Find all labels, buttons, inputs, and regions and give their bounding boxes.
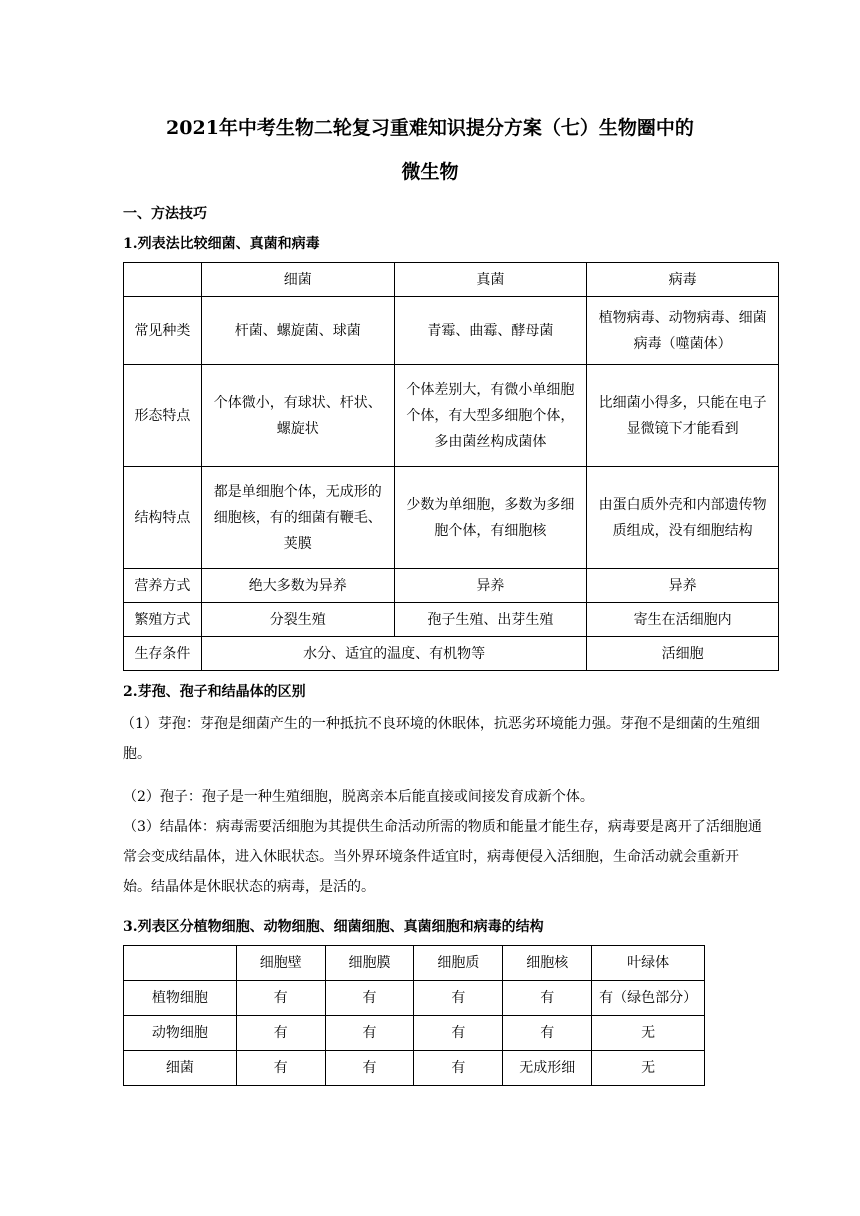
table-cell: 有 — [414, 1051, 503, 1086]
table-cell: 个体微小，有球状、杆状、螺旋状 — [201, 365, 394, 467]
page-title-line1: 2021年中考生物二轮复习重难知识提分方案（七）生物圈中的 — [166, 117, 694, 139]
table-cell: 青霉、曲霉、酵母菌 — [394, 297, 587, 365]
table-cell: 无 — [592, 1051, 705, 1086]
row-label: 营养方式 — [124, 569, 202, 603]
table-cell: 杆菌、螺旋菌、球菌 — [201, 297, 394, 365]
section-heading: 一、方法技巧 — [123, 206, 207, 222]
table-row — [124, 569, 779, 603]
table-row — [124, 603, 779, 637]
table-cell: 有 — [503, 1016, 592, 1051]
table-cell: 有 — [236, 1051, 325, 1086]
table-header-row — [124, 263, 779, 297]
table-cell: 都是单细胞个体，无成形的细胞核，有的细菌有鞭毛、荚膜 — [201, 467, 394, 569]
paragraph-crystal: （3）结晶体：病毒需要活细胞为其提供生命活动所需的物质和能量才能生存，病毒要是离开了活细胞通常会变成结晶体，进入休眠状态。当外界环境条件适宜时，病毒便侵入活细胞，生命活动就会重新开始。结晶体是休眠状态的病毒，是活的。 — [123, 819, 762, 895]
table-header-cell: 叶绿体 — [592, 946, 705, 981]
table-row — [124, 1016, 705, 1051]
row-label: 常见种类 — [124, 297, 202, 365]
subheading-1: 1.列表法比较细菌、真菌和病毒 — [123, 236, 320, 252]
row-label: 细菌 — [124, 1051, 237, 1086]
table-header-cell: 细胞核 — [503, 946, 592, 981]
table-cell: 有 — [414, 981, 503, 1016]
table-cell: 植物病毒、动物病毒、细菌病毒（噬菌体） — [587, 297, 779, 365]
table-row — [124, 297, 779, 365]
table-cell: 个体差别大，有微小单细胞个体，有大型多细胞个体，多由菌丝构成菌体 — [394, 365, 587, 467]
row-label: 生存条件 — [124, 637, 202, 671]
table-cell: 异养 — [394, 569, 587, 603]
table-header-cell: 细菌 — [201, 263, 394, 297]
table-cell: 水分、适宜的温度、有机物等 — [201, 637, 586, 671]
table-cell: 分裂生殖 — [201, 603, 394, 637]
table-cell: 有 — [503, 981, 592, 1016]
subheading-3: 3.列表区分植物细胞、动物细胞、细菌细胞、真菌细胞和病毒的结构 — [123, 919, 544, 935]
table-row — [124, 467, 779, 569]
table-cell: 有（绿色部分） — [592, 981, 705, 1016]
table-row — [124, 1051, 705, 1086]
row-label: 动物细胞 — [124, 1016, 237, 1051]
table-header-cell: 细胞膜 — [325, 946, 414, 981]
table-cell: 由蛋白质外壳和内部遗传物质组成，没有细胞结构 — [587, 467, 779, 569]
table-row — [124, 981, 705, 1016]
table-header-row — [124, 946, 705, 981]
table-cell: 有 — [236, 1016, 325, 1051]
table-cell: 异养 — [587, 569, 779, 603]
table-cell — [124, 946, 237, 981]
paragraph-spore-2: （2）孢子：孢子是一种生殖细胞，脱离亲本后能直接或间接发育成新个体。 — [123, 789, 594, 805]
table-cell: 无 — [592, 1016, 705, 1051]
row-label: 形态特点 — [124, 365, 202, 467]
page-title-line2: 微生物 — [401, 161, 459, 183]
table-header-cell: 细胞壁 — [236, 946, 325, 981]
table-cell: 有 — [414, 1016, 503, 1051]
table-cell — [124, 263, 202, 297]
table-row — [124, 365, 779, 467]
table-cell: 少数为单细胞，多数为多细胞个体，有细胞核 — [394, 467, 587, 569]
table-cell: 寄生在活细胞内 — [587, 603, 779, 637]
table-cell: 无成形细 — [503, 1051, 592, 1086]
table-cell: 比细菌小得多，只能在电子显微镜下才能看到 — [587, 365, 779, 467]
table-cell: 活细胞 — [587, 637, 779, 671]
table-cell: 有 — [236, 981, 325, 1016]
row-label: 结构特点 — [124, 467, 202, 569]
table-header-cell: 病毒 — [587, 263, 779, 297]
subheading-2: 2.芽孢、孢子和结晶体的区别 — [123, 684, 306, 700]
table-header-cell: 细胞质 — [414, 946, 503, 981]
table-row — [124, 637, 779, 671]
row-label: 植物细胞 — [124, 981, 237, 1016]
table-cell: 有 — [325, 1051, 414, 1086]
table-cell: 绝大多数为异养 — [201, 569, 394, 603]
row-label: 繁殖方式 — [124, 603, 202, 637]
table-cell: 孢子生殖、出芽生殖 — [394, 603, 587, 637]
comparison-table — [123, 262, 779, 671]
cell-structure-table — [123, 945, 705, 1086]
table-cell: 有 — [325, 981, 414, 1016]
paragraph-spore-1: （1）芽孢：芽孢是细菌产生的一种抵抗不良环境的休眠体，抗恶劣环境能力强。芽孢不是细菌的生殖细胞。 — [121, 716, 760, 762]
table-cell: 有 — [325, 1016, 414, 1051]
table-header-cell: 真菌 — [394, 263, 587, 297]
